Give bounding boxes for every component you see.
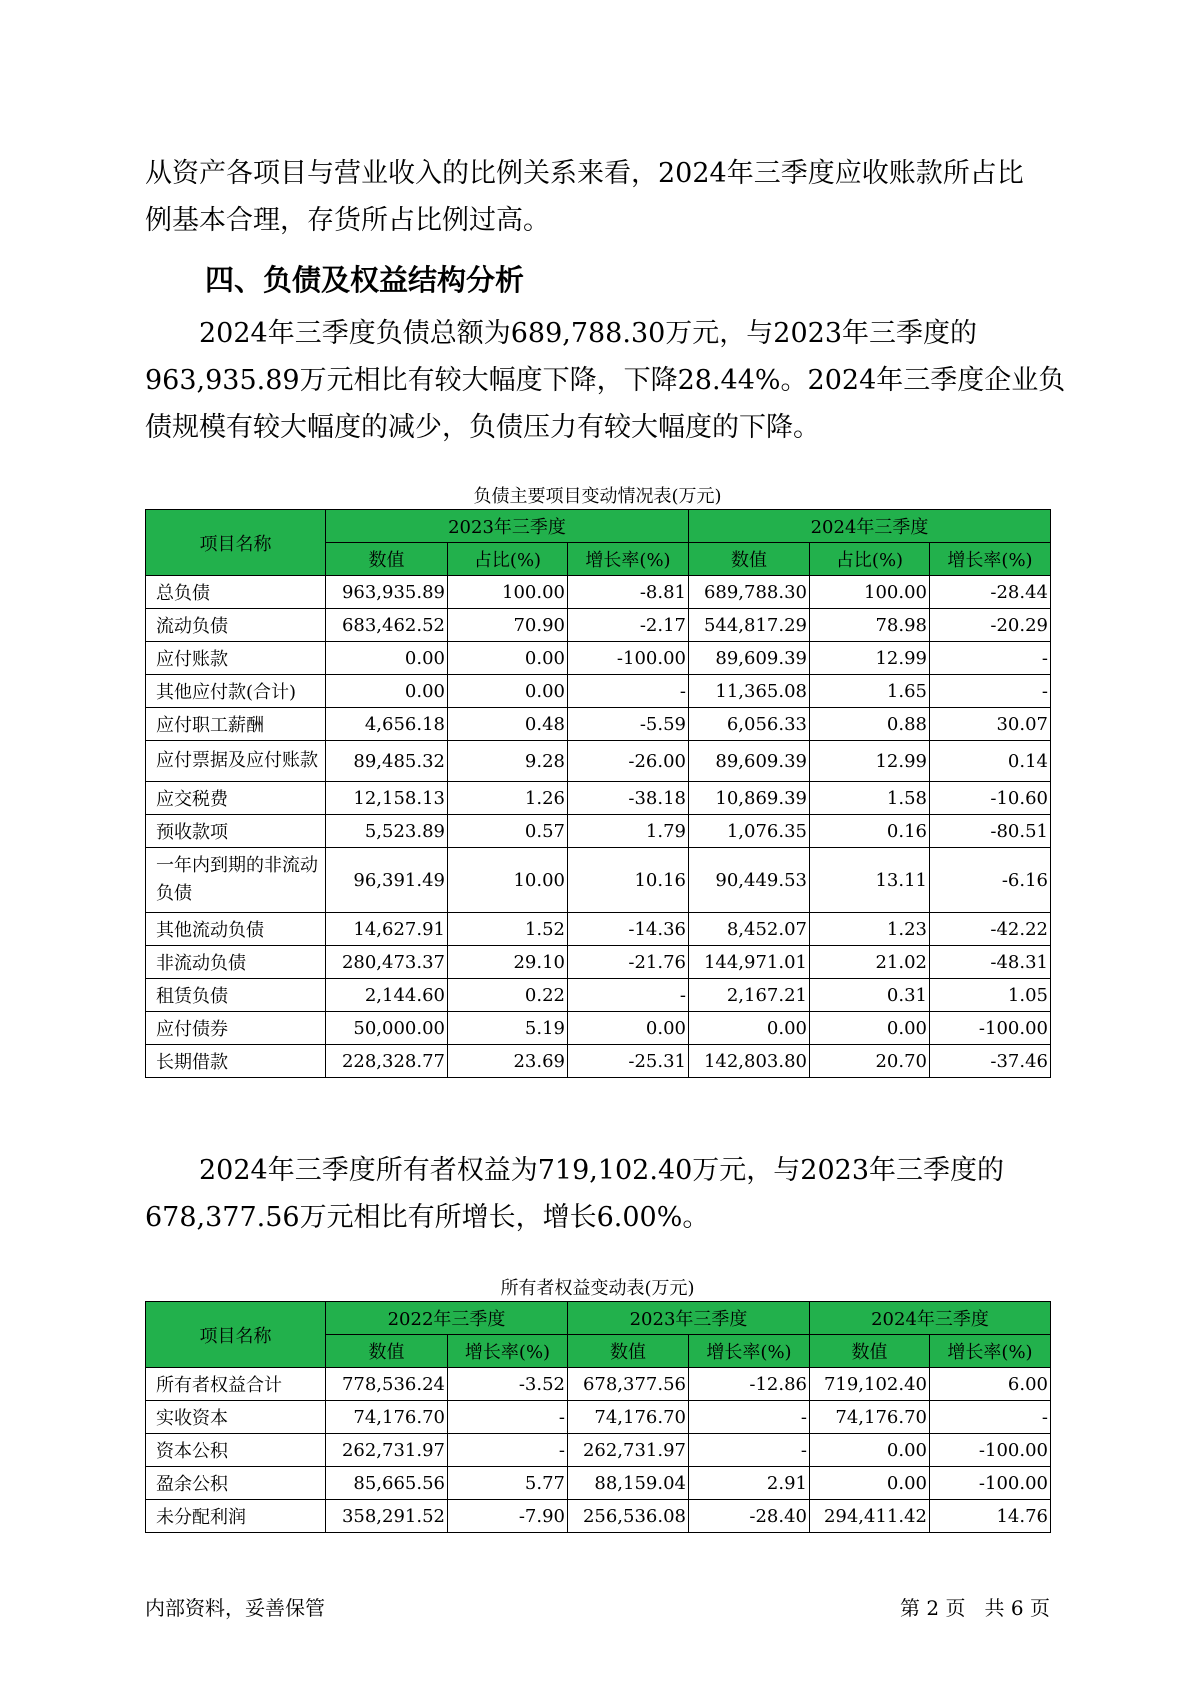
intro-line-1: 从资产各项目与营业收入的比例关系来看，2024年三季度应收账款所占比	[145, 158, 1024, 189]
row-value-cell: 89,609.39	[689, 741, 810, 782]
row-value-cell: 30.07	[930, 708, 1051, 741]
row-value-cell: -	[930, 642, 1051, 675]
row-value-cell: -8.81	[568, 576, 689, 609]
row-value-cell: 963,935.89	[326, 576, 448, 609]
table-row	[146, 1368, 1051, 1401]
row-name-cell: 长期借款	[146, 1045, 326, 1078]
row-value-cell: 1.58	[810, 782, 930, 815]
equity-subheader: 数值	[568, 1335, 689, 1368]
row-value-cell: 85,665.56	[326, 1467, 448, 1500]
table-row	[146, 708, 1051, 741]
table-row	[146, 782, 1051, 815]
row-value-cell: 29.10	[448, 946, 568, 979]
section-heading: 四、负债及权益结构分析	[205, 263, 525, 297]
row-value-cell: 1.05	[930, 979, 1051, 1012]
table-row	[146, 848, 1051, 913]
liability-period-2023: 2023年三季度	[326, 510, 689, 543]
row-value-cell: 228,328.77	[326, 1045, 448, 1078]
row-value-cell: 1,076.35	[689, 815, 810, 848]
row-value-cell: -	[930, 1401, 1051, 1434]
equity-subheader: 数值	[326, 1335, 448, 1368]
table-row	[146, 1401, 1051, 1434]
row-name-cell: 应交税费	[146, 782, 326, 815]
row-value-cell: 4,656.18	[326, 708, 448, 741]
row-value-cell: 262,731.97	[568, 1434, 689, 1467]
row-value-cell: 0.00	[448, 642, 568, 675]
row-value-cell: 12.99	[810, 741, 930, 782]
row-value-cell: 0.00	[810, 1467, 930, 1500]
table-row	[146, 979, 1051, 1012]
row-value-cell: -100.00	[930, 1467, 1051, 1500]
liability-subheader: 数值	[689, 543, 810, 576]
liability-period-2024: 2024年三季度	[689, 510, 1051, 543]
row-value-cell: -10.60	[930, 782, 1051, 815]
row-value-cell: -2.17	[568, 609, 689, 642]
row-value-cell: 96,391.49	[326, 848, 448, 913]
row-value-cell: 1.65	[810, 675, 930, 708]
row-value-cell: -25.31	[568, 1045, 689, 1078]
row-value-cell: 144,971.01	[689, 946, 810, 979]
equity-period-2024: 2024年三季度	[810, 1302, 1051, 1335]
row-value-cell: 719,102.40	[810, 1368, 930, 1401]
row-name-cell: 未分配利润	[146, 1500, 326, 1533]
row-value-cell: 280,473.37	[326, 946, 448, 979]
liability-subheader: 增长率(%)	[568, 543, 689, 576]
row-value-cell: -	[448, 1401, 568, 1434]
row-name-cell: 应付账款	[146, 642, 326, 675]
row-value-cell: -26.00	[568, 741, 689, 782]
liability-table-body	[146, 576, 1051, 1078]
row-name-cell: 应付债券	[146, 1012, 326, 1045]
row-value-cell: 1.26	[448, 782, 568, 815]
row-value-cell: 142,803.80	[689, 1045, 810, 1078]
row-value-cell: -21.76	[568, 946, 689, 979]
row-value-cell: 12,158.13	[326, 782, 448, 815]
row-value-cell: 0.00	[326, 642, 448, 675]
row-value-cell: -37.46	[930, 1045, 1051, 1078]
row-value-cell: 12.99	[810, 642, 930, 675]
row-value-cell: -	[689, 1401, 810, 1434]
page-number: 第 2 页 共 6 页	[900, 1596, 1050, 1620]
row-value-cell: 10.00	[448, 848, 568, 913]
row-value-cell: -7.90	[448, 1500, 568, 1533]
row-value-cell: -80.51	[930, 815, 1051, 848]
row-name-cell: 其他应付款(合计)	[146, 675, 326, 708]
row-value-cell: 0.00	[689, 1012, 810, 1045]
row-value-cell: -	[930, 675, 1051, 708]
row-value-cell: 0.14	[930, 741, 1051, 782]
row-value-cell: 256,536.08	[568, 1500, 689, 1533]
equity-subheader: 增长率(%)	[930, 1335, 1051, 1368]
row-value-cell: -	[448, 1434, 568, 1467]
liability-subheader: 数值	[326, 543, 448, 576]
row-value-cell: 689,788.30	[689, 576, 810, 609]
row-value-cell: -	[568, 979, 689, 1012]
liability-subheader: 占比(%)	[810, 543, 930, 576]
liability-line-2: 963,935.89万元相比有较大幅度下降，下降28.44%。2024年三季度企业负	[145, 365, 1066, 396]
liability-subheader: 增长率(%)	[930, 543, 1051, 576]
row-value-cell: -100.00	[568, 642, 689, 675]
row-value-cell: 678,377.56	[568, 1368, 689, 1401]
row-value-cell: 8,452.07	[689, 913, 810, 946]
table-row	[146, 946, 1051, 979]
row-value-cell: 0.00	[810, 1012, 930, 1045]
footer-note: 内部资料，妥善保管	[145, 1596, 325, 1620]
table-row	[146, 1045, 1051, 1078]
row-value-cell: 0.48	[448, 708, 568, 741]
row-value-cell: 294,411.42	[810, 1500, 930, 1533]
equity-period-2022: 2022年三季度	[326, 1302, 568, 1335]
row-value-cell: 0.57	[448, 815, 568, 848]
equity-subheader: 增长率(%)	[448, 1335, 568, 1368]
row-value-cell: 9.28	[448, 741, 568, 782]
row-value-cell: 11,365.08	[689, 675, 810, 708]
row-value-cell: 100.00	[810, 576, 930, 609]
liability-subheader: 占比(%)	[448, 543, 568, 576]
liability-paragraph	[145, 310, 1066, 451]
row-value-cell: 1.23	[810, 913, 930, 946]
table-row	[146, 913, 1051, 946]
row-value-cell: 1.52	[448, 913, 568, 946]
liability-name-header: 项目名称	[146, 510, 326, 576]
row-value-cell: 74,176.70	[568, 1401, 689, 1434]
row-value-cell: 78.98	[810, 609, 930, 642]
row-name-cell: 实收资本	[146, 1401, 326, 1434]
row-value-cell: 10,869.39	[689, 782, 810, 815]
equity-paragraph	[145, 1147, 1050, 1241]
row-name-cell: 流动负债	[146, 609, 326, 642]
equity-name-header: 项目名称	[146, 1302, 326, 1368]
row-value-cell: 74,176.70	[326, 1401, 448, 1434]
row-value-cell: -	[568, 675, 689, 708]
row-name-cell: 应付职工薪酬	[146, 708, 326, 741]
row-value-cell: 14.76	[930, 1500, 1051, 1533]
row-value-cell: -14.36	[568, 913, 689, 946]
table-row	[146, 815, 1051, 848]
row-value-cell: -5.59	[568, 708, 689, 741]
row-value-cell: 14,627.91	[326, 913, 448, 946]
row-value-cell: -28.44	[930, 576, 1051, 609]
row-value-cell: -42.22	[930, 913, 1051, 946]
row-value-cell: 100.00	[448, 576, 568, 609]
row-value-cell: 1.79	[568, 815, 689, 848]
row-value-cell: 0.00	[810, 1434, 930, 1467]
row-value-cell: 262,731.97	[326, 1434, 448, 1467]
liability-table	[145, 509, 1051, 1078]
table-row	[146, 642, 1051, 675]
liability-table-caption: 负债主要项目变动情况表(万元)	[473, 486, 722, 507]
row-value-cell: 88,159.04	[568, 1467, 689, 1500]
table-row	[146, 1467, 1051, 1500]
row-name-cell: 所有者权益合计	[146, 1368, 326, 1401]
row-value-cell: 358,291.52	[326, 1500, 448, 1533]
row-value-cell: 5,523.89	[326, 815, 448, 848]
row-name-cell: 应付票据及应付账款	[146, 741, 326, 782]
table-row	[146, 675, 1051, 708]
row-value-cell: -48.31	[930, 946, 1051, 979]
row-value-cell: 89,609.39	[689, 642, 810, 675]
row-name-cell: 租赁负债	[146, 979, 326, 1012]
row-value-cell: 2.91	[689, 1467, 810, 1500]
row-value-cell: 0.00	[568, 1012, 689, 1045]
row-value-cell: 21.02	[810, 946, 930, 979]
row-value-cell: 6.00	[930, 1368, 1051, 1401]
row-name-cell: 资本公积	[146, 1434, 326, 1467]
liability-line-1: 2024年三季度负债总额为689,788.30万元，与2023年三季度的	[199, 318, 978, 349]
equity-period-2023: 2023年三季度	[568, 1302, 810, 1335]
row-value-cell: -20.29	[930, 609, 1051, 642]
row-value-cell: 6,056.33	[689, 708, 810, 741]
row-value-cell: -12.86	[689, 1368, 810, 1401]
intro-line-2: 例基本合理，存货所占比例过高。	[145, 205, 550, 236]
row-name-cell: 一年内到期的非流动负债	[146, 848, 326, 913]
row-value-cell: 10.16	[568, 848, 689, 913]
row-value-cell: 5.77	[448, 1467, 568, 1500]
row-value-cell: 683,462.52	[326, 609, 448, 642]
row-value-cell: -100.00	[930, 1012, 1051, 1045]
table-row	[146, 1434, 1051, 1467]
row-value-cell: 778,536.24	[326, 1368, 448, 1401]
equity-line-2: 678,377.56万元相比有所增长，增长6.00%。	[145, 1202, 710, 1233]
liability-line-3: 债规模有较大幅度的减少，负债压力有较大幅度的下降。	[145, 412, 820, 443]
equity-line-1: 2024年三季度所有者权益为719,102.40万元，与2023年三季度的	[199, 1155, 1005, 1186]
row-value-cell: -28.40	[689, 1500, 810, 1533]
row-value-cell: -38.18	[568, 782, 689, 815]
equity-table-body	[146, 1368, 1051, 1533]
row-value-cell: 0.16	[810, 815, 930, 848]
row-value-cell: 0.00	[326, 675, 448, 708]
row-value-cell: 70.90	[448, 609, 568, 642]
row-value-cell: 0.88	[810, 708, 930, 741]
row-value-cell: 74,176.70	[810, 1401, 930, 1434]
row-value-cell: -	[689, 1434, 810, 1467]
row-value-cell: 90,449.53	[689, 848, 810, 913]
table-row	[146, 1012, 1051, 1045]
intro-paragraph	[145, 150, 1050, 244]
equity-table	[145, 1301, 1051, 1533]
row-value-cell: -100.00	[930, 1434, 1051, 1467]
row-name-cell: 非流动负债	[146, 946, 326, 979]
row-value-cell: 20.70	[810, 1045, 930, 1078]
row-value-cell: 0.22	[448, 979, 568, 1012]
row-value-cell: 0.00	[448, 675, 568, 708]
row-name-cell: 总负债	[146, 576, 326, 609]
row-value-cell: 23.69	[448, 1045, 568, 1078]
row-value-cell: 5.19	[448, 1012, 568, 1045]
row-value-cell: 2,144.60	[326, 979, 448, 1012]
table-row	[146, 741, 1051, 782]
equity-subheader: 数值	[810, 1335, 930, 1368]
row-value-cell: -3.52	[448, 1368, 568, 1401]
row-value-cell: 89,485.32	[326, 741, 448, 782]
row-value-cell: 13.11	[810, 848, 930, 913]
row-name-cell: 预收款项	[146, 815, 326, 848]
row-value-cell: -6.16	[930, 848, 1051, 913]
row-value-cell: 0.31	[810, 979, 930, 1012]
row-name-cell: 盈余公积	[146, 1467, 326, 1500]
table-row	[146, 1500, 1051, 1533]
equity-subheader: 增长率(%)	[689, 1335, 810, 1368]
row-value-cell: 2,167.21	[689, 979, 810, 1012]
table-row	[146, 576, 1051, 609]
equity-table-caption: 所有者权益变动表(万元)	[500, 1278, 695, 1299]
row-name-cell: 其他流动负债	[146, 913, 326, 946]
row-value-cell: 50,000.00	[326, 1012, 448, 1045]
table-row	[146, 609, 1051, 642]
row-value-cell: 544,817.29	[689, 609, 810, 642]
